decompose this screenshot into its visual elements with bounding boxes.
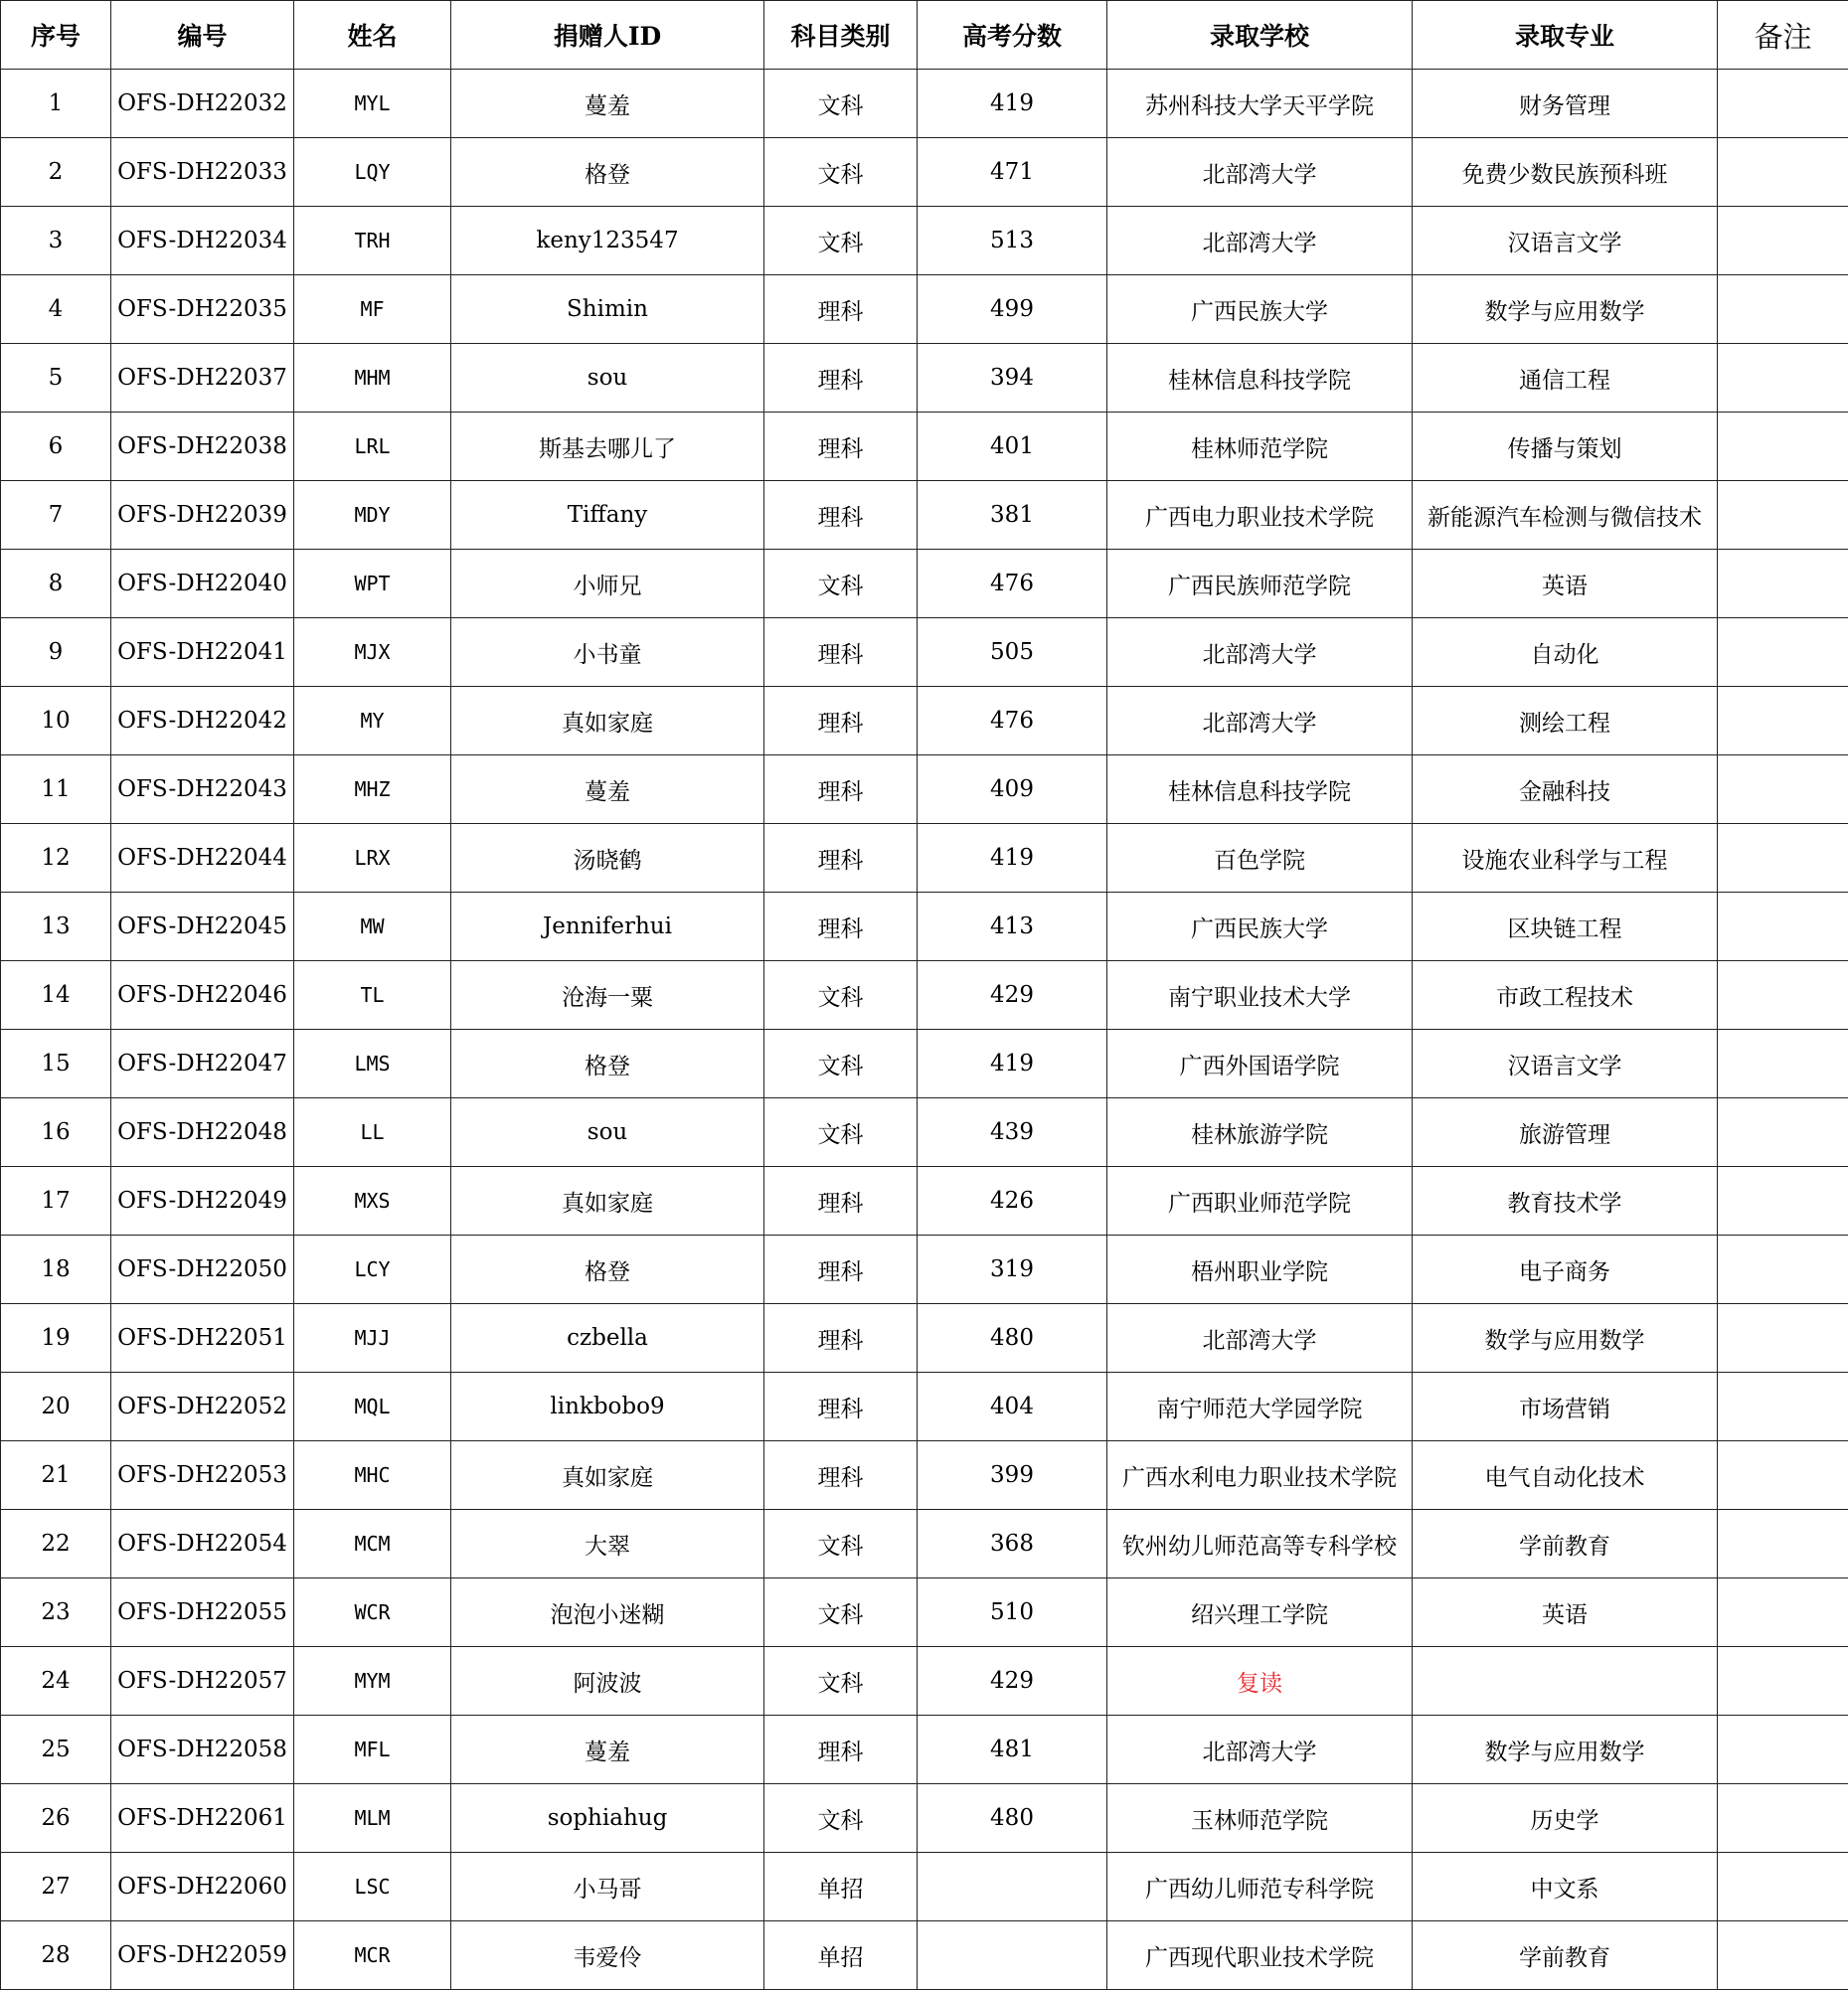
cell-school: 钦州幼儿师范高等专科学校	[1107, 1510, 1413, 1578]
cell-no: 16	[1, 1098, 111, 1167]
cell-code: OFS-DH22052	[111, 1373, 294, 1441]
cell-subject: 理科	[764, 1441, 918, 1510]
cell-school: 北部湾大学	[1107, 618, 1413, 687]
cell-subject: 理科	[764, 1716, 918, 1784]
table-row	[1, 70, 1848, 138]
cell-subject: 文科	[764, 1510, 918, 1578]
cell-remark	[1718, 755, 1848, 824]
cell-name: MFL	[294, 1716, 451, 1784]
cell-no: 22	[1, 1510, 111, 1578]
cell-major: 区块链工程	[1413, 893, 1718, 961]
cell-no: 19	[1, 1304, 111, 1373]
header-school: 录取学校	[1107, 1, 1413, 70]
cell-code: OFS-DH22039	[111, 481, 294, 550]
cell-score: 429	[918, 961, 1107, 1030]
cell-major: 设施农业科学与工程	[1413, 824, 1718, 893]
cell-major: 测绘工程	[1413, 687, 1718, 755]
cell-no: 17	[1, 1167, 111, 1236]
cell-code: OFS-DH22044	[111, 824, 294, 893]
cell-subject: 文科	[764, 550, 918, 618]
cell-donor-id: 阿波波	[451, 1647, 764, 1716]
cell-score: 480	[918, 1784, 1107, 1853]
cell-no: 7	[1, 481, 111, 550]
cell-major: 中文系	[1413, 1853, 1718, 1921]
cell-score: 513	[918, 207, 1107, 275]
cell-major: 自动化	[1413, 618, 1718, 687]
header-remark: 备注	[1718, 1, 1848, 70]
cell-name: LCY	[294, 1236, 451, 1304]
cell-remark	[1718, 1853, 1848, 1921]
table-row	[1, 413, 1848, 481]
cell-code: OFS-DH22060	[111, 1853, 294, 1921]
cell-code: OFS-DH22035	[111, 275, 294, 344]
cell-subject: 理科	[764, 1236, 918, 1304]
cell-score: 399	[918, 1441, 1107, 1510]
cell-no: 21	[1, 1441, 111, 1510]
table-row	[1, 1784, 1848, 1853]
cell-donor-id: 小书童	[451, 618, 764, 687]
cell-code: OFS-DH22043	[111, 755, 294, 824]
table-row	[1, 1716, 1848, 1784]
cell-donor-id: 小马哥	[451, 1853, 764, 1921]
cell-name: MLM	[294, 1784, 451, 1853]
cell-no: 26	[1, 1784, 111, 1853]
header-major: 录取专业	[1413, 1, 1718, 70]
cell-school: 桂林旅游学院	[1107, 1098, 1413, 1167]
cell-no: 18	[1, 1236, 111, 1304]
cell-no: 1	[1, 70, 111, 138]
cell-no: 24	[1, 1647, 111, 1716]
cell-code: OFS-DH22050	[111, 1236, 294, 1304]
table-row	[1, 961, 1848, 1030]
cell-no: 6	[1, 413, 111, 481]
cell-school: 北部湾大学	[1107, 687, 1413, 755]
cell-name: MHZ	[294, 755, 451, 824]
cell-name: MCR	[294, 1921, 451, 1990]
cell-subject: 理科	[764, 413, 918, 481]
cell-remark	[1718, 344, 1848, 413]
cell-score: 439	[918, 1098, 1107, 1167]
cell-remark	[1718, 550, 1848, 618]
cell-code: OFS-DH22054	[111, 1510, 294, 1578]
cell-remark	[1718, 481, 1848, 550]
cell-code: OFS-DH22051	[111, 1304, 294, 1373]
header-score: 高考分数	[918, 1, 1107, 70]
table-row	[1, 1921, 1848, 1990]
cell-code: OFS-DH22038	[111, 413, 294, 481]
cell-name: LRX	[294, 824, 451, 893]
cell-school: 梧州职业学院	[1107, 1236, 1413, 1304]
cell-donor-id: 汤晓鹤	[451, 824, 764, 893]
cell-remark	[1718, 70, 1848, 138]
cell-remark	[1718, 138, 1848, 207]
cell-donor-id: 蔓羞	[451, 70, 764, 138]
table-row	[1, 550, 1848, 618]
table-row	[1, 138, 1848, 207]
cell-no: 27	[1, 1853, 111, 1921]
cell-no: 11	[1, 755, 111, 824]
cell-code: OFS-DH22032	[111, 70, 294, 138]
cell-remark	[1718, 1098, 1848, 1167]
cell-code: OFS-DH22047	[111, 1030, 294, 1098]
header-code: 编号	[111, 1, 294, 70]
cell-donor-id: sophiahug	[451, 1784, 764, 1853]
cell-major: 历史学	[1413, 1784, 1718, 1853]
table-row	[1, 1853, 1848, 1921]
cell-no: 20	[1, 1373, 111, 1441]
cell-school: 广西现代职业技术学院	[1107, 1921, 1413, 1990]
cell-score: 429	[918, 1647, 1107, 1716]
cell-school: 北部湾大学	[1107, 1716, 1413, 1784]
cell-no: 23	[1, 1578, 111, 1647]
cell-name: MDY	[294, 481, 451, 550]
cell-score: 409	[918, 755, 1107, 824]
cell-name: MW	[294, 893, 451, 961]
cell-code: OFS-DH22041	[111, 618, 294, 687]
cell-remark	[1718, 1030, 1848, 1098]
cell-donor-id: 蔓羞	[451, 755, 764, 824]
table-row	[1, 618, 1848, 687]
cell-major: 数学与应用数学	[1413, 1304, 1718, 1373]
cell-name: MYM	[294, 1647, 451, 1716]
cell-name: LSC	[294, 1853, 451, 1921]
cell-donor-id: 真如家庭	[451, 687, 764, 755]
cell-remark	[1718, 1373, 1848, 1441]
header-donor-id: 捐赠人ID	[451, 1, 764, 70]
cell-name: MJJ	[294, 1304, 451, 1373]
cell-remark	[1718, 961, 1848, 1030]
cell-school: 苏州科技大学天平学院	[1107, 70, 1413, 138]
cell-remark	[1718, 207, 1848, 275]
cell-subject: 理科	[764, 893, 918, 961]
cell-no: 14	[1, 961, 111, 1030]
cell-donor-id: 真如家庭	[451, 1441, 764, 1510]
cell-subject: 理科	[764, 755, 918, 824]
cell-remark	[1718, 275, 1848, 344]
cell-subject: 理科	[764, 481, 918, 550]
cell-score: 510	[918, 1578, 1107, 1647]
cell-school: 广西民族大学	[1107, 893, 1413, 961]
cell-remark	[1718, 1716, 1848, 1784]
cell-donor-id: 蔓羞	[451, 1716, 764, 1784]
cell-name: MXS	[294, 1167, 451, 1236]
cell-name: LQY	[294, 138, 451, 207]
table-row	[1, 1510, 1848, 1578]
cell-no: 5	[1, 344, 111, 413]
cell-donor-id: keny123547	[451, 207, 764, 275]
cell-name: LMS	[294, 1030, 451, 1098]
cell-donor-id: 韦爱伶	[451, 1921, 764, 1990]
cell-major: 英语	[1413, 550, 1718, 618]
cell-score	[918, 1921, 1107, 1990]
cell-code: OFS-DH22057	[111, 1647, 294, 1716]
cell-code: OFS-DH22059	[111, 1921, 294, 1990]
cell-school: 南宁职业技术大学	[1107, 961, 1413, 1030]
cell-no: 8	[1, 550, 111, 618]
cell-no: 13	[1, 893, 111, 961]
cell-name: WCR	[294, 1578, 451, 1647]
cell-subject: 理科	[764, 687, 918, 755]
cell-score: 419	[918, 1030, 1107, 1098]
cell-school: 广西水利电力职业技术学院	[1107, 1441, 1413, 1510]
cell-code: OFS-DH22040	[111, 550, 294, 618]
cell-subject: 文科	[764, 1578, 918, 1647]
cell-major: 电气自动化技术	[1413, 1441, 1718, 1510]
cell-donor-id: 真如家庭	[451, 1167, 764, 1236]
cell-score: 381	[918, 481, 1107, 550]
table-row	[1, 1030, 1848, 1098]
cell-donor-id: Tiffany	[451, 481, 764, 550]
table-row	[1, 481, 1848, 550]
cell-major: 金融科技	[1413, 755, 1718, 824]
cell-school: 北部湾大学	[1107, 207, 1413, 275]
cell-donor-id: sou	[451, 1098, 764, 1167]
cell-major: 免费少数民族预科班	[1413, 138, 1718, 207]
cell-subject: 单招	[764, 1853, 918, 1921]
cell-no: 4	[1, 275, 111, 344]
table-row	[1, 893, 1848, 961]
cell-name: MF	[294, 275, 451, 344]
cell-subject: 文科	[764, 1647, 918, 1716]
cell-school: 广西幼儿师范专科学院	[1107, 1853, 1413, 1921]
cell-score: 426	[918, 1167, 1107, 1236]
table-row	[1, 1441, 1848, 1510]
cell-remark	[1718, 1578, 1848, 1647]
cell-major: 学前教育	[1413, 1510, 1718, 1578]
cell-remark	[1718, 1236, 1848, 1304]
cell-code: OFS-DH22034	[111, 207, 294, 275]
cell-major: 学前教育	[1413, 1921, 1718, 1990]
cell-code: OFS-DH22037	[111, 344, 294, 413]
cell-major: 通信工程	[1413, 344, 1718, 413]
cell-remark	[1718, 1647, 1848, 1716]
cell-major: 新能源汽车检测与微信技术	[1413, 481, 1718, 550]
cell-school: 南宁师范大学园学院	[1107, 1373, 1413, 1441]
cell-subject: 文科	[764, 961, 918, 1030]
cell-no: 12	[1, 824, 111, 893]
cell-code: OFS-DH22046	[111, 961, 294, 1030]
table-body	[1, 70, 1848, 1990]
table-row	[1, 1578, 1848, 1647]
cell-donor-id: 泡泡小迷糊	[451, 1578, 764, 1647]
cell-subject: 理科	[764, 1304, 918, 1373]
table-row	[1, 755, 1848, 824]
cell-school: 广西电力职业技术学院	[1107, 481, 1413, 550]
cell-major: 汉语言文学	[1413, 1030, 1718, 1098]
cell-code: OFS-DH22042	[111, 687, 294, 755]
cell-major: 市场营销	[1413, 1373, 1718, 1441]
cell-score: 476	[918, 687, 1107, 755]
cell-major: 市政工程技术	[1413, 961, 1718, 1030]
cell-code: OFS-DH22033	[111, 138, 294, 207]
cell-school: 桂林师范学院	[1107, 413, 1413, 481]
cell-no: 2	[1, 138, 111, 207]
cell-score: 419	[918, 70, 1107, 138]
cell-code: OFS-DH22053	[111, 1441, 294, 1510]
cell-subject: 理科	[764, 275, 918, 344]
cell-remark	[1718, 824, 1848, 893]
cell-remark	[1718, 1441, 1848, 1510]
cell-subject: 单招	[764, 1921, 918, 1990]
cell-subject: 文科	[764, 1098, 918, 1167]
cell-donor-id: 大翠	[451, 1510, 764, 1578]
cell-major: 财务管理	[1413, 70, 1718, 138]
cell-score: 480	[918, 1304, 1107, 1373]
cell-name: LL	[294, 1098, 451, 1167]
cell-donor-id: Shimin	[451, 275, 764, 344]
cell-donor-id: 格登	[451, 138, 764, 207]
cell-school: 北部湾大学	[1107, 1304, 1413, 1373]
cell-school: 北部湾大学	[1107, 138, 1413, 207]
cell-major: 汉语言文学	[1413, 207, 1718, 275]
cell-subject: 理科	[764, 1373, 918, 1441]
cell-name: MCM	[294, 1510, 451, 1578]
cell-name: MQL	[294, 1373, 451, 1441]
cell-score: 419	[918, 824, 1107, 893]
cell-remark	[1718, 687, 1848, 755]
cell-school: 绍兴理工学院	[1107, 1578, 1413, 1647]
cell-code: OFS-DH22058	[111, 1716, 294, 1784]
table-row	[1, 1647, 1848, 1716]
cell-subject: 理科	[764, 618, 918, 687]
cell-code: OFS-DH22048	[111, 1098, 294, 1167]
cell-donor-id: Jenniferhui	[451, 893, 764, 961]
cell-remark	[1718, 1167, 1848, 1236]
cell-name: LRL	[294, 413, 451, 481]
cell-major: 教育技术学	[1413, 1167, 1718, 1236]
cell-remark	[1718, 413, 1848, 481]
cell-major: 旅游管理	[1413, 1098, 1718, 1167]
cell-donor-id: 小师兄	[451, 550, 764, 618]
cell-donor-id: linkbobo9	[451, 1373, 764, 1441]
table-row	[1, 1098, 1848, 1167]
cell-major	[1413, 1647, 1718, 1716]
table-row	[1, 824, 1848, 893]
cell-donor-id: sou	[451, 344, 764, 413]
cell-name: MY	[294, 687, 451, 755]
cell-name: WPT	[294, 550, 451, 618]
cell-school: 桂林信息科技学院	[1107, 344, 1413, 413]
table-row	[1, 1304, 1848, 1373]
cell-name: MHM	[294, 344, 451, 413]
cell-donor-id: 沧海一粟	[451, 961, 764, 1030]
cell-subject: 理科	[764, 1167, 918, 1236]
cell-no: 9	[1, 618, 111, 687]
cell-school: 广西民族大学	[1107, 275, 1413, 344]
cell-remark	[1718, 1304, 1848, 1373]
cell-score: 319	[918, 1236, 1107, 1304]
cell-name: MJX	[294, 618, 451, 687]
cell-score: 413	[918, 893, 1107, 961]
cell-subject: 理科	[764, 824, 918, 893]
cell-score: 476	[918, 550, 1107, 618]
cell-score: 394	[918, 344, 1107, 413]
cell-subject: 文科	[764, 1784, 918, 1853]
cell-school: 广西外国语学院	[1107, 1030, 1413, 1098]
cell-score: 471	[918, 138, 1107, 207]
table-row	[1, 687, 1848, 755]
cell-donor-id: 格登	[451, 1236, 764, 1304]
cell-subject: 理科	[764, 344, 918, 413]
cell-score: 481	[918, 1716, 1107, 1784]
cell-remark	[1718, 1510, 1848, 1578]
cell-score: 401	[918, 413, 1107, 481]
cell-subject: 文科	[764, 1030, 918, 1098]
cell-major: 数学与应用数学	[1413, 275, 1718, 344]
table-row	[1, 1236, 1848, 1304]
cell-school: 百色学院	[1107, 824, 1413, 893]
cell-school: 广西职业师范学院	[1107, 1167, 1413, 1236]
cell-score	[918, 1853, 1107, 1921]
header-row	[1, 1, 1848, 70]
header-no: 序号	[1, 1, 111, 70]
cell-remark	[1718, 618, 1848, 687]
cell-school: 玉林师范学院	[1107, 1784, 1413, 1853]
cell-subject: 文科	[764, 138, 918, 207]
cell-code: OFS-DH22045	[111, 893, 294, 961]
cell-major: 英语	[1413, 1578, 1718, 1647]
cell-no: 15	[1, 1030, 111, 1098]
cell-score: 505	[918, 618, 1107, 687]
cell-name: TRH	[294, 207, 451, 275]
cell-name: MYL	[294, 70, 451, 138]
cell-no: 10	[1, 687, 111, 755]
cell-name: TL	[294, 961, 451, 1030]
cell-school: 广西民族师范学院	[1107, 550, 1413, 618]
cell-name: MHC	[294, 1441, 451, 1510]
header-subject: 科目类别	[764, 1, 918, 70]
cell-score: 404	[918, 1373, 1107, 1441]
cell-score: 368	[918, 1510, 1107, 1578]
table-row	[1, 1167, 1848, 1236]
cell-major: 传播与策划	[1413, 413, 1718, 481]
cell-donor-id: czbella	[451, 1304, 764, 1373]
cell-school: 桂林信息科技学院	[1107, 755, 1413, 824]
cell-major: 电子商务	[1413, 1236, 1718, 1304]
cell-remark	[1718, 893, 1848, 961]
cell-no: 25	[1, 1716, 111, 1784]
cell-no: 28	[1, 1921, 111, 1990]
cell-remark	[1718, 1784, 1848, 1853]
cell-donor-id: 斯基去哪儿了	[451, 413, 764, 481]
cell-donor-id: 格登	[451, 1030, 764, 1098]
cell-code: OFS-DH22055	[111, 1578, 294, 1647]
table-row	[1, 275, 1848, 344]
table-row	[1, 344, 1848, 413]
cell-major: 数学与应用数学	[1413, 1716, 1718, 1784]
header-name: 姓名	[294, 1, 451, 70]
cell-school: 复读	[1107, 1647, 1413, 1716]
cell-subject: 文科	[764, 207, 918, 275]
cell-code: OFS-DH22061	[111, 1784, 294, 1853]
cell-no: 3	[1, 207, 111, 275]
cell-code: OFS-DH22049	[111, 1167, 294, 1236]
cell-remark	[1718, 1921, 1848, 1990]
cell-score: 499	[918, 275, 1107, 344]
table-row	[1, 1373, 1848, 1441]
cell-subject: 文科	[764, 70, 918, 138]
table-row	[1, 207, 1848, 275]
